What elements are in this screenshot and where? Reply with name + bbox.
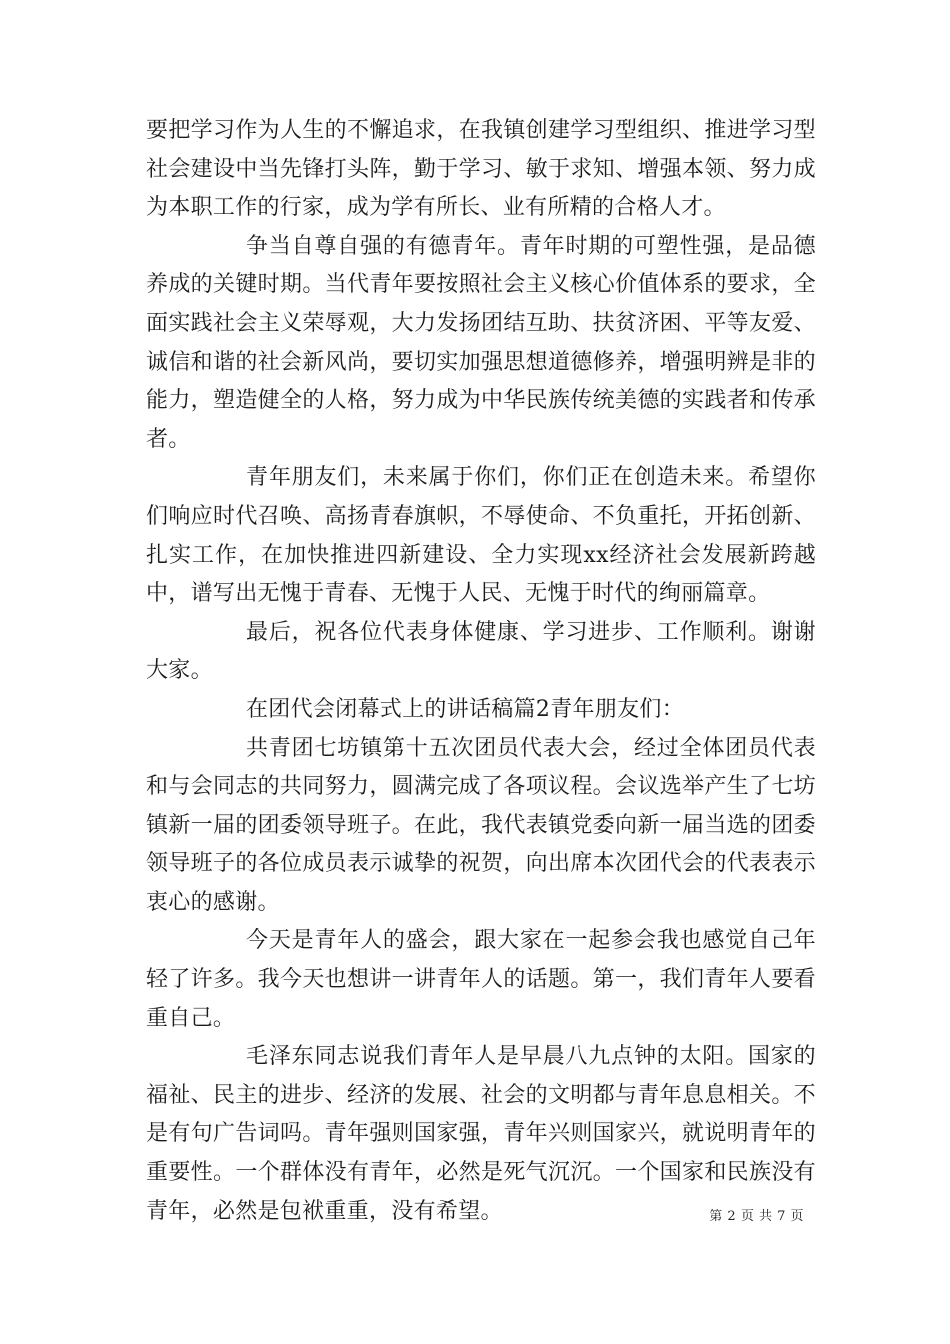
document-body [146,112,816,1231]
paragraph: 要把学习作为人生的不懈追求，在我镇创建学习型组织、推进学习型社会建设中当先锋打头阵，勤于学习、敏于求知、增强本领、努力成为本职工作的行家，成为学有所长、业有所精的合格人才。 [146,118,816,221]
paragraph: 最后，祝各位代表身体健康、学习进步、工作顺利。谢谢大家。 [146,619,816,684]
paragraph: 青年朋友们，未来属于你们，你们正在创造未来。希望你们响应时代召唤、高扬青春旗帜，不辱使命、不负重托，开拓创新、扎实工作，在加快推进四新建设、全力实现xx经济社会发展新跨越中，谱写出无愧于青春、无愧于人民、无愧于时代的绚丽篇章。 [146,465,816,607]
page-number-footer: 第 2 页 共 7 页 [709,1209,804,1224]
paragraph: 今天是青年人的盛会，跟大家在一起参会我也感觉自己年轻了许多。我今天也想讲一讲青年人的话题。第一，我们青年人要看重自己。 [146,928,816,1031]
paragraph: 争当自尊自强的有德青年。青年时期的可塑性强，是品德养成的关键时期。当代青年要按照社会主义核心价值体系的要求，全面实践社会主义荣辱观，大力发扬团结互助、扶贫济困、平等友爱、诚信和谐的社会新风尚，要切实加强思想道德修养，增强明辨是非的能力，塑造健全的人格，努力成为中华民族传统美德的实践者和传承者。 [146,233,816,452]
paragraph: 共青团七坊镇第十五次团员代表大会，经过全体团员代表和与会同志的共同努力，圆满完成了各项议程。会议选举产生了七坊镇新一届的团委领导班子。在此，我代表镇党委向新一届当选的团委领导班子的各位成员表示诚挚的祝贺，向出席本次团代会的代表表示衷心的感谢。 [146,735,816,915]
section-heading: 在团代会闭幕式上的讲话稿篇2青年朋友们： [246,696,684,722]
paragraph: 毛泽东同志说我们青年人是早晨八九点钟的太阳。国家的福祉、民主的进步、经济的发展、社会的文明都与青年息息相关。不是有句广告词吗。青年强则国家强，青年兴则国家兴，就说明青年的重要性。一个群体没有青年，必然是死气沉沉。一个国家和民族没有青年，必然是包袱重重，没有希望。 [146,1044,816,1224]
